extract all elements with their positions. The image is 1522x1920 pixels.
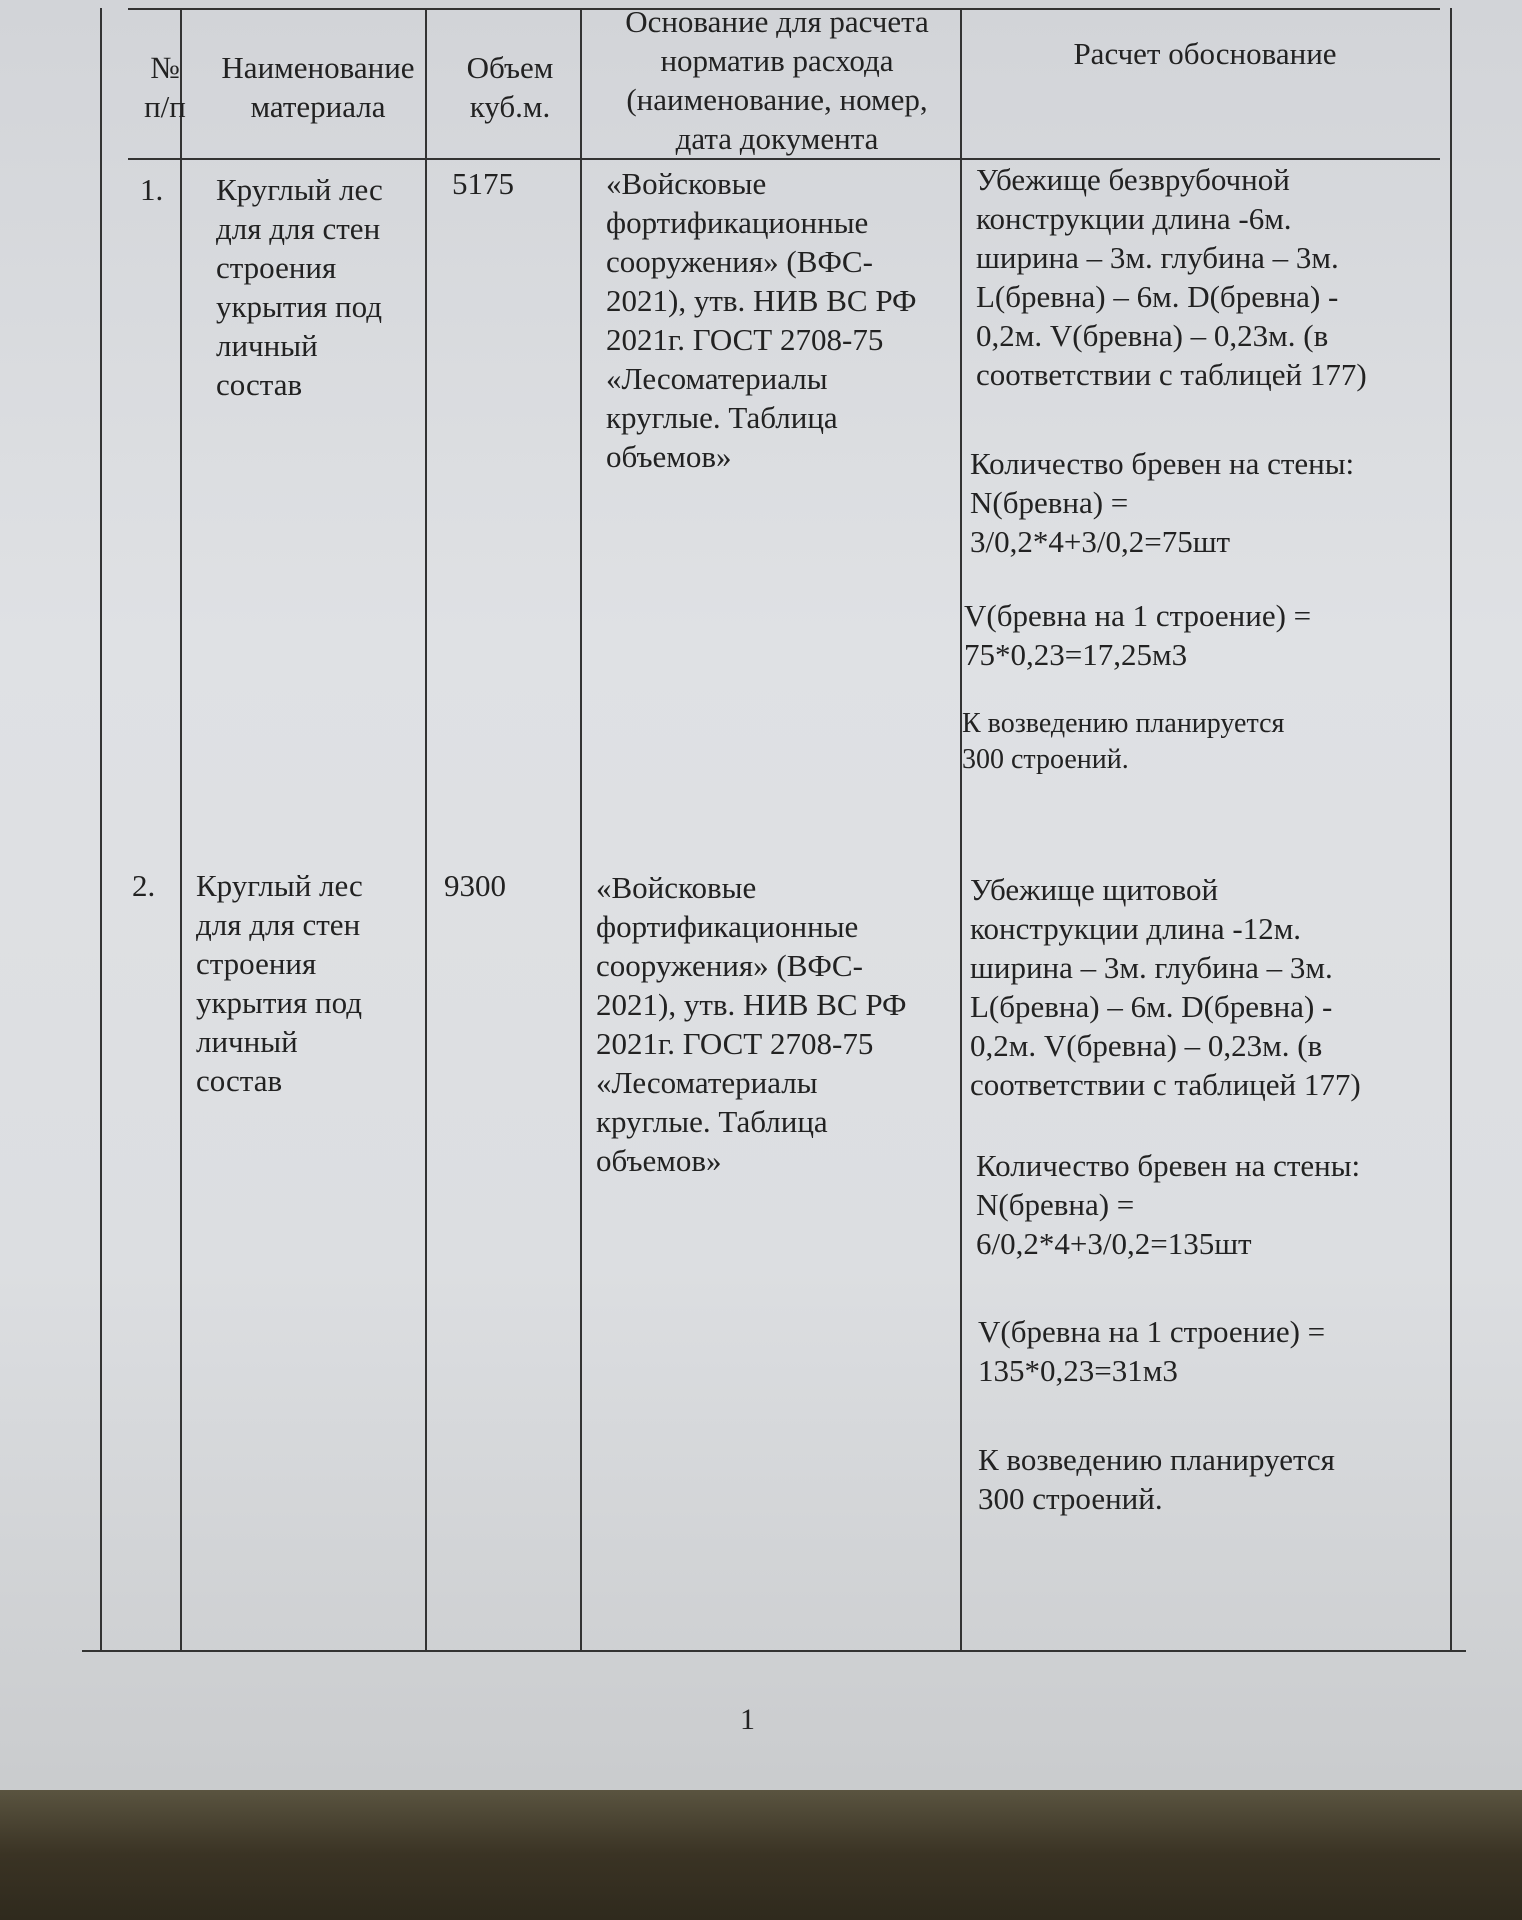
header-volume: Объем куб.м. bbox=[466, 50, 554, 124]
page-number: 1 bbox=[740, 1703, 755, 1736]
col-divider-4 bbox=[960, 8, 962, 1650]
row-calc-log-count: Количество бревен на стены: N(бревна) = 3/0,2*4+3/0,2=75шт bbox=[970, 446, 1355, 559]
col-divider-1 bbox=[180, 8, 182, 1650]
row-calc-dimensions: Убежище безврубочной конструкции длина -6м. ширина – 3м. глубина – 3м. L(бревна) – 6м. D(бревна) - 0,2м. V(бревна) – 0,23м. (в соответствии с таблицей 177) bbox=[976, 162, 1367, 392]
row-basis: «Войсковые фортификационные сооружения» (ВФС- 2021), утв. НИВ ВС РФ 2021г. ГОСТ 2708-75 «Лесоматериалы круглые. Таблица объемов» bbox=[596, 870, 907, 1178]
row-num: 2. bbox=[132, 868, 156, 903]
col-divider-3 bbox=[580, 8, 582, 1650]
col-divider-2 bbox=[425, 8, 427, 1650]
table-left-border bbox=[100, 8, 102, 1650]
row-num: 1. bbox=[140, 172, 164, 207]
row-calc-log-count: Количество бревен на стены: N(бревна) = 6/0,2*4+3/0,2=135шт bbox=[976, 1148, 1361, 1261]
row-volume: 9300 bbox=[444, 868, 506, 903]
row-calc-volume: V(бревна на 1 строение) = 135*0,23=31м3 bbox=[978, 1314, 1326, 1388]
table-bottom-border bbox=[82, 1650, 1466, 1652]
row-calc-volume: V(бревна на 1 строение) = 75*0,23=17,25м3 bbox=[964, 598, 1312, 672]
row-basis: «Войсковые фортификационные сооружения» (ВФС- 2021), утв. НИВ ВС РФ 2021г. ГОСТ 2708-75 «Лесоматериалы круглые. Таблица объемов» bbox=[606, 166, 917, 474]
row-calc-planned: К возведению планируется 300 строений. bbox=[962, 708, 1285, 775]
header-num: № п/п bbox=[144, 50, 186, 124]
row-calc-dimensions: Убежище щитовой конструкции длина -12м. ширина – 3м. глубина – 3м. L(бревна) – 6м. D(бревна) - 0,2м. V(бревна) – 0,23м. (в соответствии с таблицей 177) bbox=[970, 872, 1361, 1102]
table-right-border bbox=[1450, 8, 1452, 1650]
header-basis: Основание для расчета норматив расхода (наименование, номер, дата документа bbox=[625, 4, 929, 156]
row-volume: 5175 bbox=[452, 166, 514, 201]
header-calc: Расчет обоснование bbox=[1073, 36, 1337, 71]
header-name: Наименование материала bbox=[221, 50, 415, 124]
row-material-name: Круглый лес для для стен строения укрытия под личный состав bbox=[196, 868, 363, 1098]
row-calc-planned: К возведению планируется 300 строений. bbox=[978, 1442, 1335, 1516]
background-surface bbox=[0, 1790, 1522, 1920]
row-material-name: Круглый лес для для стен строения укрытия под личный состав bbox=[216, 172, 383, 402]
